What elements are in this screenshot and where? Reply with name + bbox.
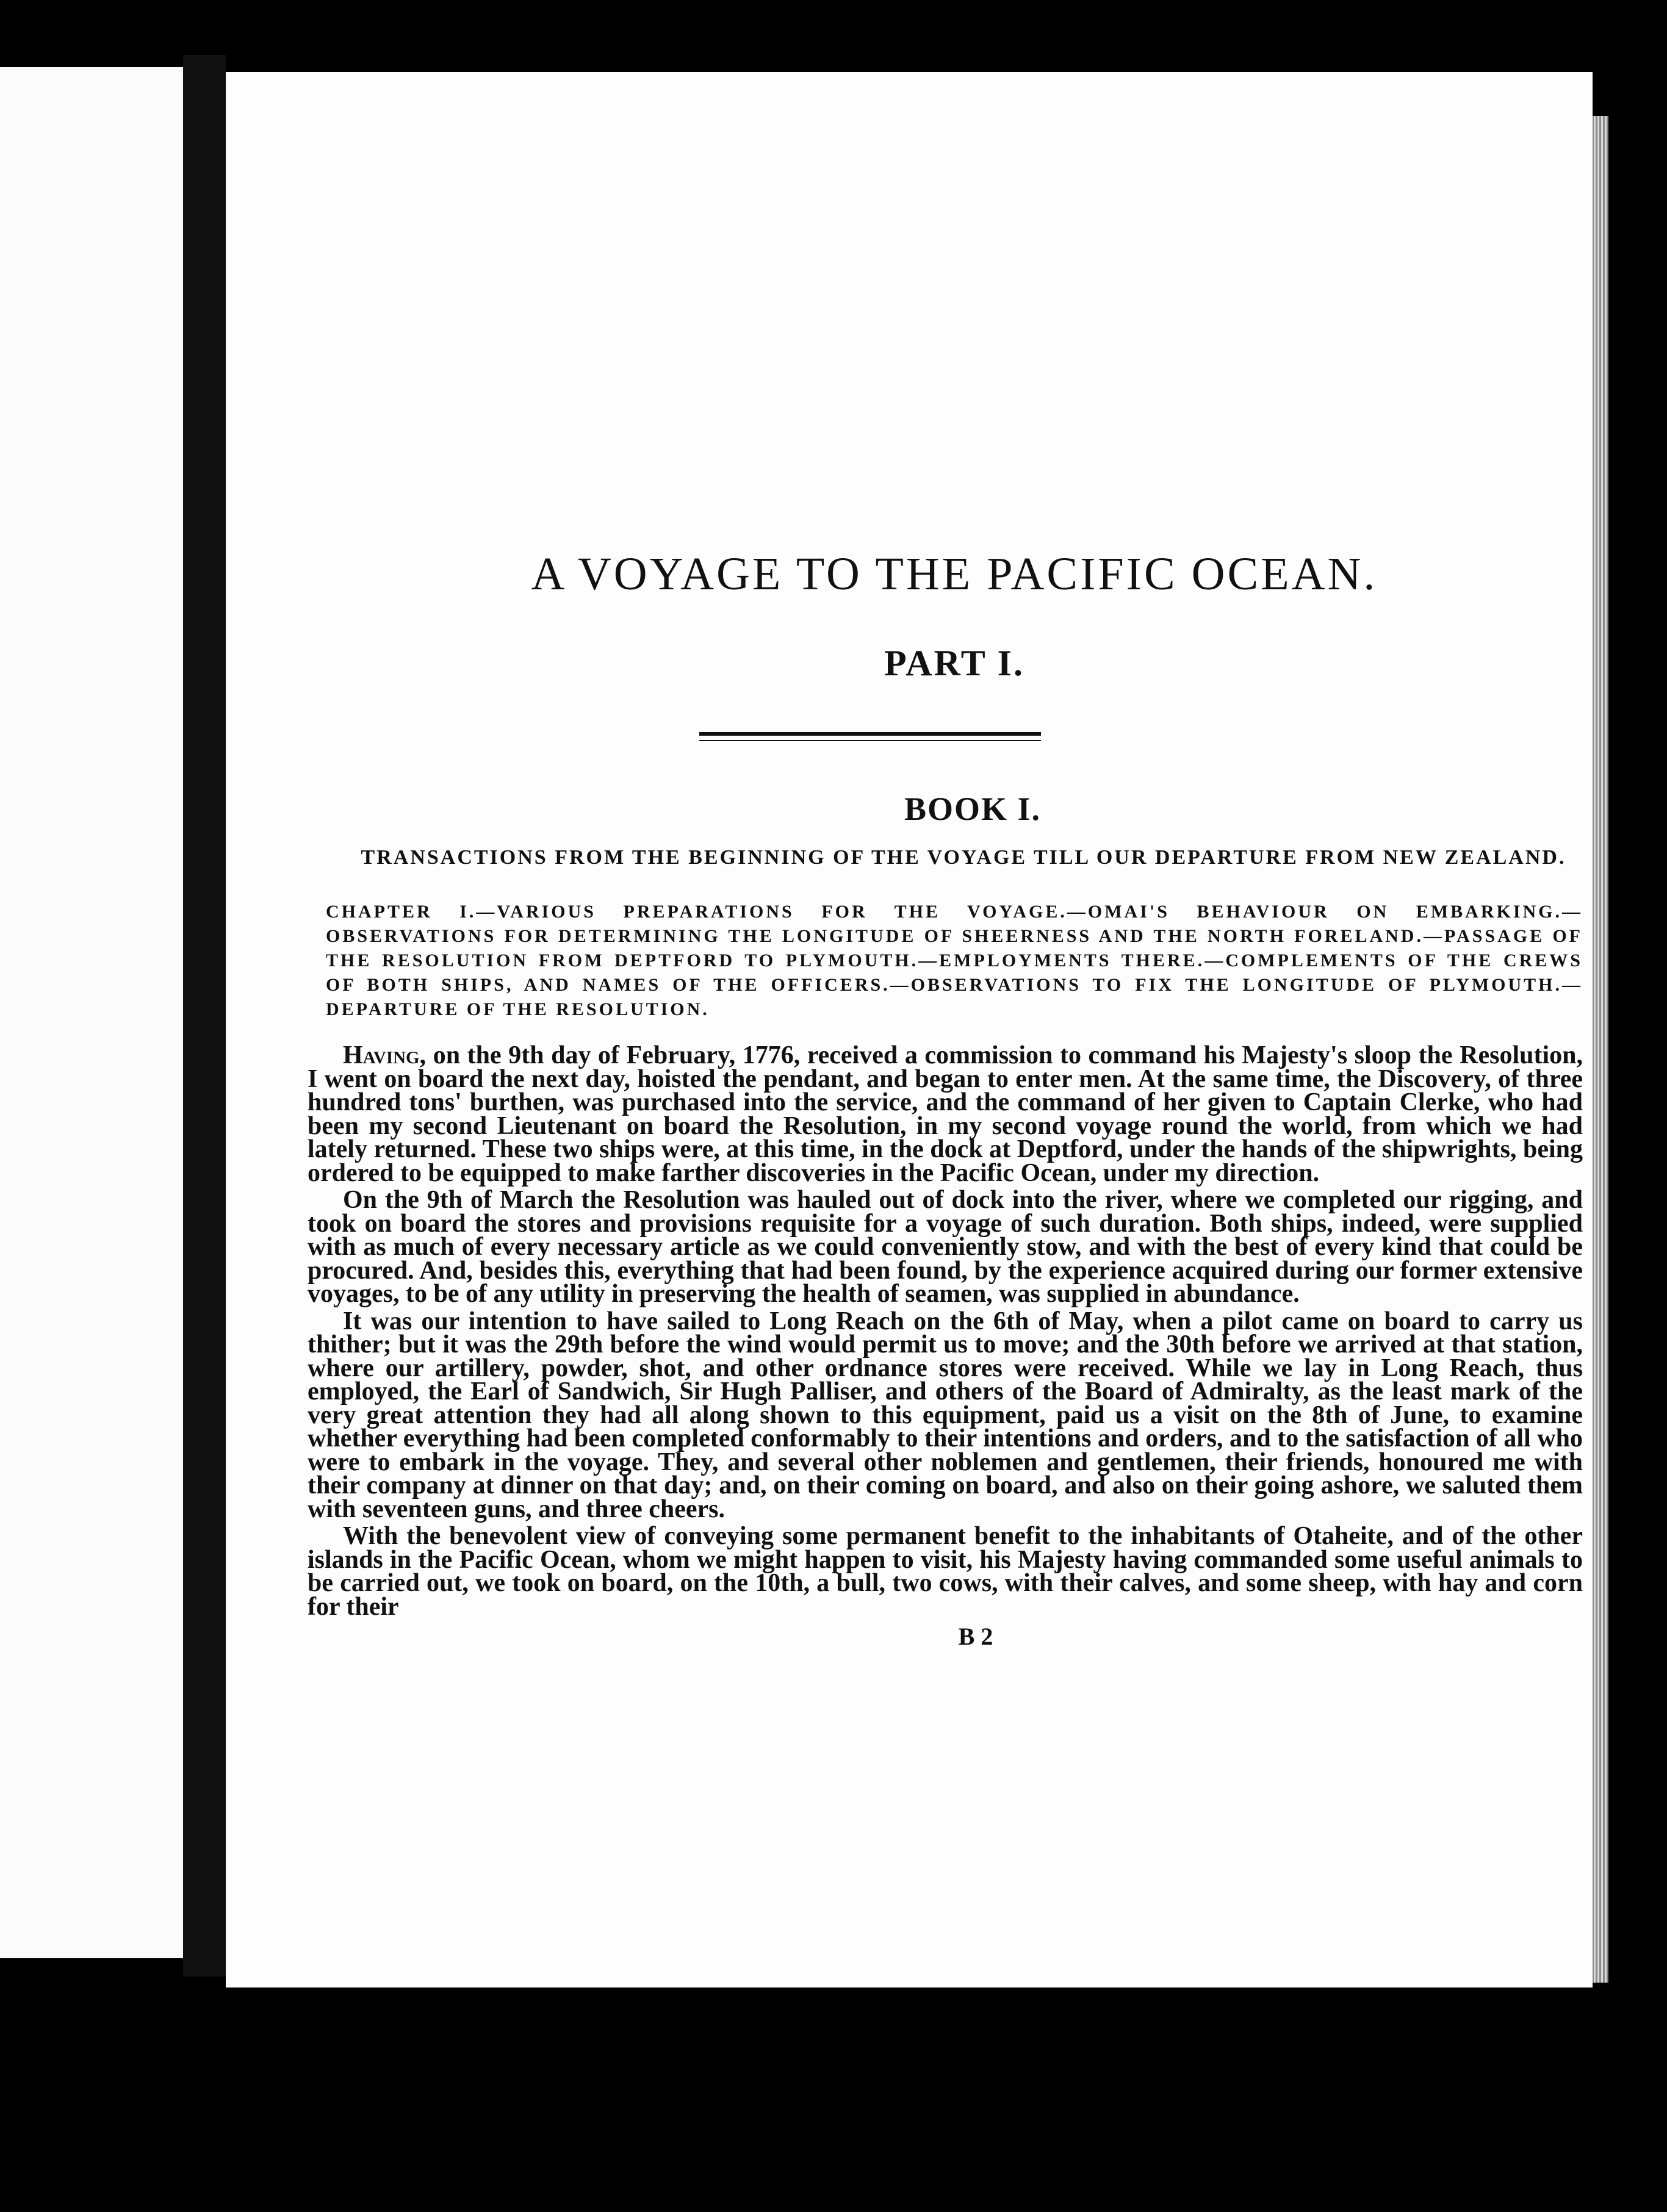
paragraph bbox=[308, 1522, 1583, 1621]
part-heading: PART I. bbox=[884, 643, 1025, 683]
book-subtitle: TRANSACTIONS FROM THE BEGINNING OF THE VOYAGE TILL OUR DEPARTURE FROM NEW ZEALAND. bbox=[361, 846, 1566, 869]
double-rule bbox=[699, 732, 1041, 741]
paragraph-text: With the benevolent view of conveying some permanent benefit to the inhabitants of Otaheite, and of the other islands in the Pacific Ocean, whom we might happen to visit, his Majesty having commanded some useful animals to be carried out, we took on board, on the 10th, a bull, two cows, with their calves, and some sheep, with hay and corn for their bbox=[308, 1522, 1583, 1621]
book-title: A VOYAGE TO THE PACIFIC OCEAN. bbox=[531, 548, 1378, 600]
chapter-summary: CHAPTER I.—VARIOUS PREPARATIONS FOR THE VOYAGE.—OMAI'S BEHAVIOUR ON EMBARKING.—OBSERVATIONS FOR DETERMINING THE LONGITUDE OF SHEERNESS AND THE NORTH FORELAND.—PASSAGE OF THE RESOLUTION FROM DEPTFORD TO PLYMOUTH.—EMPLOYMENTS THERE.—COMPLEMENTS OF THE CREWS OF BOTH SHIPS, AND NAMES OF THE OFFICERS.—OBSERVATIONS TO FIX THE LONGITUDE OF PLYMOUTH.—DEPARTURE OF THE RESOLUTION. bbox=[326, 902, 1583, 1019]
paragraph bbox=[308, 1041, 1583, 1187]
paragraph-text: , on the 9th day of February, 1776, received a commission to command his Majesty's sloop the Resolution, I went on board the next day, hoisted the pendant, and began to enter men. At the same time, the Discovery, of three hundred tons' burthen, was purchased into the service, and the command of her given to Captain Clerke, who had been my second Lieutenant on board the Resolution, in my second voyage round the world, from which we had lately returned. These two ships were, at this time, in the dock at Deptford, under the hands of the shipwrights, being ordered to be equipped to make farther discoveries in the Pacific Ocean, under my direction. bbox=[308, 1041, 1583, 1187]
paragraph-text: It was our intention to have sailed to Long Reach on the 6th of May, when a pilot came on board to carry us thither; but it was the 29th before the wind would permit us to move; and the 30th before we arrived at that station, where our artillery, powder, shot, and other ordnance stores were received. While we lay in Long Reach, thus employed, the Earl of Sandwich, Sir Hugh Palliser, and others of the Board of Admiralty, as the least mark of the very great attention they had all along shown to this equipment, paid us a visit on the 8th of June, to examine whether everything had been completed conformably to their intentions and orders, and to the satisfaction of all who were to embark in the voyage. They, and several other noblemen and gentlemen, their friends, honoured me with their company at dinner on that day; and, on their coming on board, and also on their going ashore, we saluted them with seventeen guns, and three cheers. bbox=[308, 1307, 1583, 1523]
paragraph-lead: Having bbox=[343, 1041, 420, 1069]
book-heading: BOOK I. bbox=[904, 791, 1042, 827]
book-gutter bbox=[183, 55, 226, 1977]
book-page bbox=[226, 72, 1593, 1988]
paragraph-text: On the 9th of March the Resolution was hauled out of dock into the river, where we completed our rigging, and took on board the stores and provisions requisite for a voyage of such duration. Both ships, indeed, were supplied with as much of every necessary article as we could conveniently stow, and with the best of every kind that could be procured. And, besides this, everything that had been found, by the experience acquired during our former extensive voyages, to be of any utility in preserving the health of seamen, was supplied in abundance. bbox=[308, 1186, 1583, 1308]
paragraph bbox=[308, 1307, 1583, 1523]
body-text bbox=[271, 1041, 1583, 1621]
paragraph bbox=[308, 1188, 1583, 1306]
page-content bbox=[271, 462, 1583, 1651]
signature-mark: B 2 bbox=[958, 1623, 993, 1650]
left-page bbox=[0, 67, 183, 1958]
